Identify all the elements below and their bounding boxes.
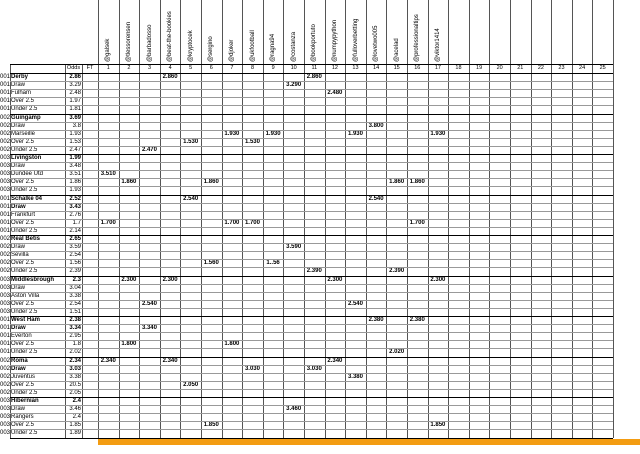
row-label[interactable]: Over 2.5 xyxy=(11,300,35,307)
grid-line-horizontal xyxy=(10,259,613,260)
row-label[interactable]: Marseille xyxy=(11,130,36,137)
grid-line-horizontal xyxy=(10,251,613,252)
row-odds[interactable]: 2.02 xyxy=(69,349,81,356)
column-number: 14 xyxy=(373,65,380,71)
row-odds[interactable]: 2.65 xyxy=(69,236,81,242)
row-label[interactable]: Frankfurt xyxy=(11,211,36,218)
row-label[interactable]: Over 2.5 xyxy=(11,98,35,105)
grid-line-horizontal xyxy=(10,300,613,301)
row-label[interactable]: Under 2.5 xyxy=(11,349,38,356)
grid-line-horizontal xyxy=(10,324,613,325)
grid-line-horizontal xyxy=(10,413,613,414)
row-id: 003 xyxy=(0,171,10,178)
grid-line-horizontal xyxy=(10,332,613,333)
row-label[interactable]: Aston Villa xyxy=(11,292,40,299)
row-label[interactable]: Everton xyxy=(11,333,32,340)
grid-line-horizontal xyxy=(10,267,613,268)
pick-cell[interactable]: 1.800 xyxy=(224,341,240,348)
row-id: 002 xyxy=(0,146,10,153)
row-odds[interactable]: 1.81 xyxy=(69,106,81,113)
row-label[interactable]: Draw xyxy=(11,284,26,291)
pick-cell[interactable]: 2.340 xyxy=(100,357,116,364)
column-number: 1 xyxy=(106,65,110,71)
pick-cell[interactable]: 3.380 xyxy=(347,373,363,380)
pick-cell[interactable]: 1.930 xyxy=(224,130,240,137)
row-odds[interactable]: 3.43 xyxy=(69,203,81,210)
column-number: 6 xyxy=(209,65,213,71)
pick-cell[interactable]: 1.930 xyxy=(347,130,363,137)
ft-header: FT xyxy=(86,65,94,71)
row-label[interactable]: Over 2.5 xyxy=(11,260,35,267)
row-id: 002 xyxy=(0,357,10,364)
tipster-header: @ukfootball xyxy=(249,30,256,62)
row-label[interactable]: Fulham xyxy=(11,90,32,97)
pick-cell[interactable]: 1.700 xyxy=(224,219,240,226)
row-odds[interactable]: 20.5 xyxy=(69,381,81,388)
grid-line-horizontal xyxy=(10,292,613,293)
pick-cell[interactable]: 3.800 xyxy=(368,122,384,129)
grid-line-horizontal xyxy=(10,178,613,179)
column-number: 23 xyxy=(558,65,565,71)
pick-cell[interactable]: 3.030 xyxy=(244,365,260,372)
row-odds[interactable]: 3.38 xyxy=(69,292,81,299)
pick-cell[interactable]: 2.860 xyxy=(162,74,178,80)
row-label[interactable]: Derby xyxy=(11,74,29,80)
pick-cell[interactable]: 3.590 xyxy=(286,244,302,251)
row-label[interactable]: Middlesbrough xyxy=(11,276,54,283)
row-label[interactable]: Over 2.5 xyxy=(11,381,35,388)
column-number: 13 xyxy=(352,65,359,71)
pick-cell[interactable]: 2.340 xyxy=(327,357,343,364)
row-odds[interactable]: 3.03 xyxy=(69,365,81,372)
row-label[interactable]: Under 2.5 xyxy=(11,430,38,437)
grid-line-horizontal xyxy=(10,405,613,406)
pick-cell[interactable]: 3.510 xyxy=(100,171,116,178)
column-number: 19 xyxy=(476,65,483,71)
row-label[interactable]: Draw xyxy=(11,122,26,129)
row-label[interactable]: Over 2.5 xyxy=(11,219,35,226)
tipster-header: @beat-the-bookies xyxy=(167,11,174,62)
row-odds[interactable]: 3.29 xyxy=(69,82,81,89)
pick-cell[interactable]: 1.700 xyxy=(100,219,116,226)
row-odds[interactable]: 1.89 xyxy=(69,430,81,437)
pick-cell[interactable]: 3.460 xyxy=(286,406,302,413)
row-odds[interactable]: 1.51 xyxy=(69,308,81,315)
grid-line-horizontal xyxy=(10,114,613,115)
pick-cell[interactable]: 2.380 xyxy=(368,317,384,323)
pick-cell[interactable]: 2.300 xyxy=(327,276,343,283)
column-number: 24 xyxy=(579,65,586,71)
row-odds[interactable]: 2.38 xyxy=(69,317,81,323)
column-number: 22 xyxy=(537,65,544,71)
grid-line-horizontal xyxy=(10,73,613,74)
grid-line-horizontal xyxy=(10,381,613,382)
row-odds[interactable]: 2.05 xyxy=(69,389,81,396)
row-id: 002 xyxy=(0,260,10,267)
row-label[interactable]: Draw xyxy=(11,82,26,89)
row-id: 002 xyxy=(0,130,10,137)
grid-line-horizontal xyxy=(10,357,613,358)
row-label[interactable]: Roma xyxy=(11,357,28,364)
column-number: 8 xyxy=(250,65,255,71)
row-id: 001 xyxy=(0,98,10,105)
grid-line-horizontal xyxy=(10,130,613,131)
row-id: 003 xyxy=(0,308,10,315)
column-number: 10 xyxy=(290,65,297,71)
pick-cell[interactable]: 1.860 xyxy=(409,179,425,186)
row-id: 001 xyxy=(0,74,10,80)
row-odds[interactable]: 1.97 xyxy=(69,98,81,105)
row-odds[interactable]: 2.47 xyxy=(69,146,81,153)
grid-line-horizontal xyxy=(10,170,613,171)
row-id: 003 xyxy=(0,406,10,413)
column-number: 9 xyxy=(271,65,275,71)
pick-cell[interactable]: 2.540 xyxy=(183,195,199,202)
grid-line-horizontal xyxy=(10,243,613,244)
row-label[interactable]: Over 2.5 xyxy=(11,341,35,348)
column-number: 5 xyxy=(189,65,193,71)
row-label[interactable]: Over 2.5 xyxy=(11,138,35,145)
row-label[interactable]: Livingston xyxy=(11,155,42,161)
row-odds[interactable]: 3.69 xyxy=(69,114,81,121)
row-id: 001 xyxy=(0,82,10,89)
row-label[interactable]: Guingamp xyxy=(11,114,41,121)
pick-cell[interactable]: 2.300 xyxy=(162,276,178,283)
row-label[interactable]: Rangers xyxy=(11,414,34,421)
pick-cell[interactable]: 2.860 xyxy=(306,74,322,80)
pick-cell[interactable]: 2.380 xyxy=(409,317,425,323)
row-odds[interactable]: 3.46 xyxy=(69,406,81,413)
pick-cell[interactable]: 2.390 xyxy=(306,268,322,275)
grid-line-horizontal xyxy=(10,211,613,212)
row-id: 001 xyxy=(0,317,10,323)
row-odds[interactable]: 2.52 xyxy=(69,195,81,202)
grid-line-horizontal xyxy=(10,235,613,236)
grid-line-horizontal xyxy=(10,308,613,309)
row-id: 002 xyxy=(0,138,10,145)
column-number: 4 xyxy=(168,65,172,71)
pick-cell[interactable]: 2.340 xyxy=(162,357,178,364)
row-odds[interactable]: 1.85 xyxy=(69,422,81,429)
row-label[interactable]: Juventus xyxy=(11,373,36,380)
row-odds[interactable]: 2.34 xyxy=(69,357,81,364)
pick-cell[interactable]: 1.530 xyxy=(183,138,199,145)
row-odds[interactable]: 2.86 xyxy=(69,74,81,80)
row-label[interactable]: West Ham xyxy=(11,317,40,323)
grid-line-horizontal xyxy=(10,365,613,366)
grid-line-horizontal xyxy=(10,203,613,204)
pick-cell[interactable]: 1.560 xyxy=(203,260,219,267)
row-odds[interactable]: 3.34 xyxy=(69,325,81,332)
row-label[interactable]: Sevilla xyxy=(11,252,29,259)
row-id: 003 xyxy=(0,414,10,421)
tipster-header: @professionaltips xyxy=(414,14,421,62)
row-odds[interactable]: 1.99 xyxy=(69,155,81,161)
row-label[interactable]: Under 2.5 xyxy=(11,268,38,275)
row-odds[interactable]: 3.51 xyxy=(69,171,81,178)
pick-cell[interactable]: 2.300 xyxy=(430,276,446,283)
column-number: 17 xyxy=(434,65,441,71)
tipster-header: @bookportuto xyxy=(311,24,318,62)
grid-line-horizontal xyxy=(10,348,613,349)
row-label[interactable]: Under 2.5 xyxy=(11,389,38,396)
row-label[interactable]: Over 2.5 xyxy=(11,422,35,429)
column-number: 15 xyxy=(393,65,400,71)
row-odds[interactable]: 2.54 xyxy=(69,300,81,307)
pick-cell[interactable]: 1.700 xyxy=(409,219,425,226)
pick-cell[interactable]: 2.050 xyxy=(183,381,199,388)
grid-line-horizontal xyxy=(10,105,613,106)
row-odds[interactable]: 2.48 xyxy=(69,90,81,97)
row-label[interactable]: Hibernian xyxy=(11,398,39,404)
grid-line-horizontal xyxy=(10,89,613,90)
pick-cell[interactable]: 2.020 xyxy=(389,349,405,356)
grid-line-horizontal xyxy=(10,340,613,341)
row-id: 003 xyxy=(0,398,10,404)
column-number: 3 xyxy=(147,65,152,71)
row-label[interactable]: Draw xyxy=(11,163,26,170)
pick-cell[interactable]: 1.860 xyxy=(203,179,219,186)
row-label[interactable]: Under 2.5 xyxy=(11,308,38,315)
row-label[interactable]: Draw xyxy=(11,244,26,251)
row-label[interactable]: Draw xyxy=(11,365,26,372)
row-id: 002 xyxy=(0,244,10,251)
tipster-header: @costanza xyxy=(290,31,297,62)
row-id: 002 xyxy=(0,373,10,380)
column-number: 21 xyxy=(517,65,524,71)
tipster-header: @fulloverbetting xyxy=(352,18,359,62)
grid-line-horizontal xyxy=(10,122,613,123)
column-number: 20 xyxy=(496,65,503,71)
row-id: 003 xyxy=(0,155,10,161)
pick-cell[interactable]: 3.340 xyxy=(141,325,157,332)
grid-line-horizontal xyxy=(10,146,613,147)
row-id: 003 xyxy=(0,163,10,170)
row-odds[interactable]: 1.7 xyxy=(72,219,81,226)
pick-cell[interactable]: 2.540 xyxy=(368,195,384,202)
grid-line-horizontal xyxy=(10,154,613,155)
row-odds[interactable]: 3.38 xyxy=(69,373,81,380)
pick-cell[interactable]: 1.800 xyxy=(121,341,137,348)
tipster-header: @kryptocek xyxy=(187,30,194,62)
row-id: 001 xyxy=(0,90,10,97)
footer-highlight-bar xyxy=(98,439,640,445)
row-odds[interactable]: 2.14 xyxy=(69,227,81,234)
tipster-header: @galsek xyxy=(105,38,112,62)
row-id: 001 xyxy=(0,341,10,348)
row-label[interactable]: Draw xyxy=(11,203,26,210)
row-odds[interactable]: 1.93 xyxy=(69,130,81,137)
row-id: 003 xyxy=(0,300,10,307)
pick-cell[interactable]: 1.930 xyxy=(430,130,446,137)
row-odds[interactable]: 3.59 xyxy=(69,244,81,251)
pick-cell[interactable]: 1.930 xyxy=(265,130,281,137)
row-id: 001 xyxy=(0,349,10,356)
row-label[interactable]: Draw xyxy=(11,325,26,332)
row-label[interactable]: Real Betis xyxy=(11,236,41,242)
row-id: 001 xyxy=(0,227,10,234)
row-label[interactable]: Over 2.5 xyxy=(11,179,35,186)
pick-cell[interactable]: 2.390 xyxy=(389,268,405,275)
row-odds[interactable]: 1.86 xyxy=(69,179,81,186)
row-id: 002 xyxy=(0,389,10,396)
grid-line-horizontal xyxy=(10,97,613,98)
row-id: 001 xyxy=(0,195,10,202)
row-odds[interactable]: 2.54 xyxy=(69,252,81,259)
column-number: 16 xyxy=(414,65,421,71)
grid-line-horizontal xyxy=(10,421,613,422)
pick-cell[interactable]: 1.700 xyxy=(244,219,260,226)
grid-line-horizontal xyxy=(10,195,613,196)
row-odds[interactable]: 3.8 xyxy=(72,122,81,129)
grid-line-horizontal xyxy=(10,227,613,228)
odds-header: Odds xyxy=(66,65,81,71)
row-odds[interactable]: 1.8 xyxy=(72,341,81,348)
row-id: 002 xyxy=(0,236,10,242)
column-number: 2 xyxy=(127,65,131,71)
column-number: 12 xyxy=(331,65,338,71)
tipster-header: @barbadosso xyxy=(146,24,153,62)
row-id: 002 xyxy=(0,365,10,372)
grid-line-horizontal xyxy=(10,276,613,277)
row-id: 001 xyxy=(0,219,10,226)
tipster-header: @numpypython xyxy=(331,19,338,62)
tipster-header: @djoker xyxy=(228,39,235,62)
grid-line-horizontal xyxy=(10,373,613,374)
row-label[interactable]: Schalke 04 xyxy=(11,195,43,202)
pick-cell[interactable]: 2.540 xyxy=(141,300,157,307)
column-number: 11 xyxy=(311,65,318,71)
grid-line-horizontal xyxy=(10,219,613,220)
pick-cell[interactable]: 3.030 xyxy=(306,365,322,372)
row-id: 003 xyxy=(0,284,10,291)
row-label[interactable]: Draw xyxy=(11,406,26,413)
row-id: 003 xyxy=(0,187,10,194)
row-odds[interactable]: 1.53 xyxy=(69,138,81,145)
row-odds[interactable]: 2.4 xyxy=(72,414,81,421)
pick-cell[interactable]: 2.540 xyxy=(347,300,363,307)
column-number: 7 xyxy=(230,65,234,71)
row-label[interactable]: Under 2.5 xyxy=(11,146,38,153)
grid-line-vertical xyxy=(613,0,614,438)
row-id: 002 xyxy=(0,114,10,121)
grid-line-horizontal xyxy=(10,284,613,285)
column-number: 25 xyxy=(599,65,606,71)
row-odds[interactable]: 2.4 xyxy=(72,398,81,404)
pick-cell[interactable]: 1.860 xyxy=(389,179,405,186)
row-label[interactable]: Under 2.5 xyxy=(11,106,38,113)
row-id: 003 xyxy=(0,422,10,429)
row-odds[interactable]: 2.39 xyxy=(69,268,81,275)
pick-cell[interactable]: 3.290 xyxy=(286,82,302,89)
row-odds[interactable]: 2.95 xyxy=(69,333,81,340)
tipster-header: @tlessorensen xyxy=(125,21,132,62)
row-id: 002 xyxy=(0,252,10,259)
pick-cell[interactable]: 1.850 xyxy=(430,422,446,429)
row-odds[interactable]: 2.76 xyxy=(69,211,81,218)
row-id: 003 xyxy=(0,179,10,186)
grid-line-horizontal xyxy=(10,81,613,82)
row-label[interactable]: Dundee Utd xyxy=(11,171,44,178)
row-id: 002 xyxy=(0,122,10,129)
row-id: 001 xyxy=(0,211,10,218)
pick-cell[interactable]: 2.300 xyxy=(121,276,137,283)
row-odds[interactable]: 3.48 xyxy=(69,163,81,170)
row-odds[interactable]: 2.3 xyxy=(72,276,81,283)
pick-cell[interactable]: 1..56 xyxy=(266,260,280,267)
pick-cell[interactable]: 2.480 xyxy=(327,90,343,97)
tipster-header: @sergino xyxy=(208,36,215,62)
grid-line-horizontal xyxy=(10,389,613,390)
pick-cell[interactable]: 1.530 xyxy=(244,138,260,145)
row-odds[interactable]: 1.56 xyxy=(69,260,81,267)
grid-line-horizontal xyxy=(10,397,613,398)
tipster-header: @viktor1414 xyxy=(434,28,441,62)
pick-cell[interactable]: 1.860 xyxy=(121,179,137,186)
row-id: 001 xyxy=(0,106,10,113)
grid-line-horizontal xyxy=(10,316,613,317)
row-label[interactable]: Under 2.5 xyxy=(11,227,38,234)
row-id: 003 xyxy=(0,292,10,299)
grid-line-horizontal xyxy=(10,162,613,163)
column-number: 18 xyxy=(455,65,462,71)
row-id: 001 xyxy=(0,333,10,340)
row-odds[interactable]: 3.04 xyxy=(69,284,81,291)
tipster-header: @acelad xyxy=(393,38,400,62)
row-odds[interactable]: 1.93 xyxy=(69,187,81,194)
row-label[interactable]: Under 2.5 xyxy=(11,187,38,194)
grid-line-horizontal xyxy=(10,138,613,139)
tipster-header: @ragna94 xyxy=(270,33,277,62)
pick-cell[interactable]: 1.850 xyxy=(203,422,219,429)
grid-line-horizontal xyxy=(10,429,613,430)
row-id: 002 xyxy=(0,268,10,275)
grid-line-horizontal xyxy=(10,186,613,187)
row-id: 001 xyxy=(0,325,10,332)
grid-line-horizontal xyxy=(10,438,613,439)
row-id: 003 xyxy=(0,276,10,283)
row-id: 003 xyxy=(0,430,10,437)
pick-cell[interactable]: 2.470 xyxy=(141,146,157,153)
header-separator xyxy=(10,64,613,65)
row-id: 001 xyxy=(0,203,10,210)
tipster-header: @lovetwo005 xyxy=(373,25,380,62)
row-id: 002 xyxy=(0,381,10,388)
